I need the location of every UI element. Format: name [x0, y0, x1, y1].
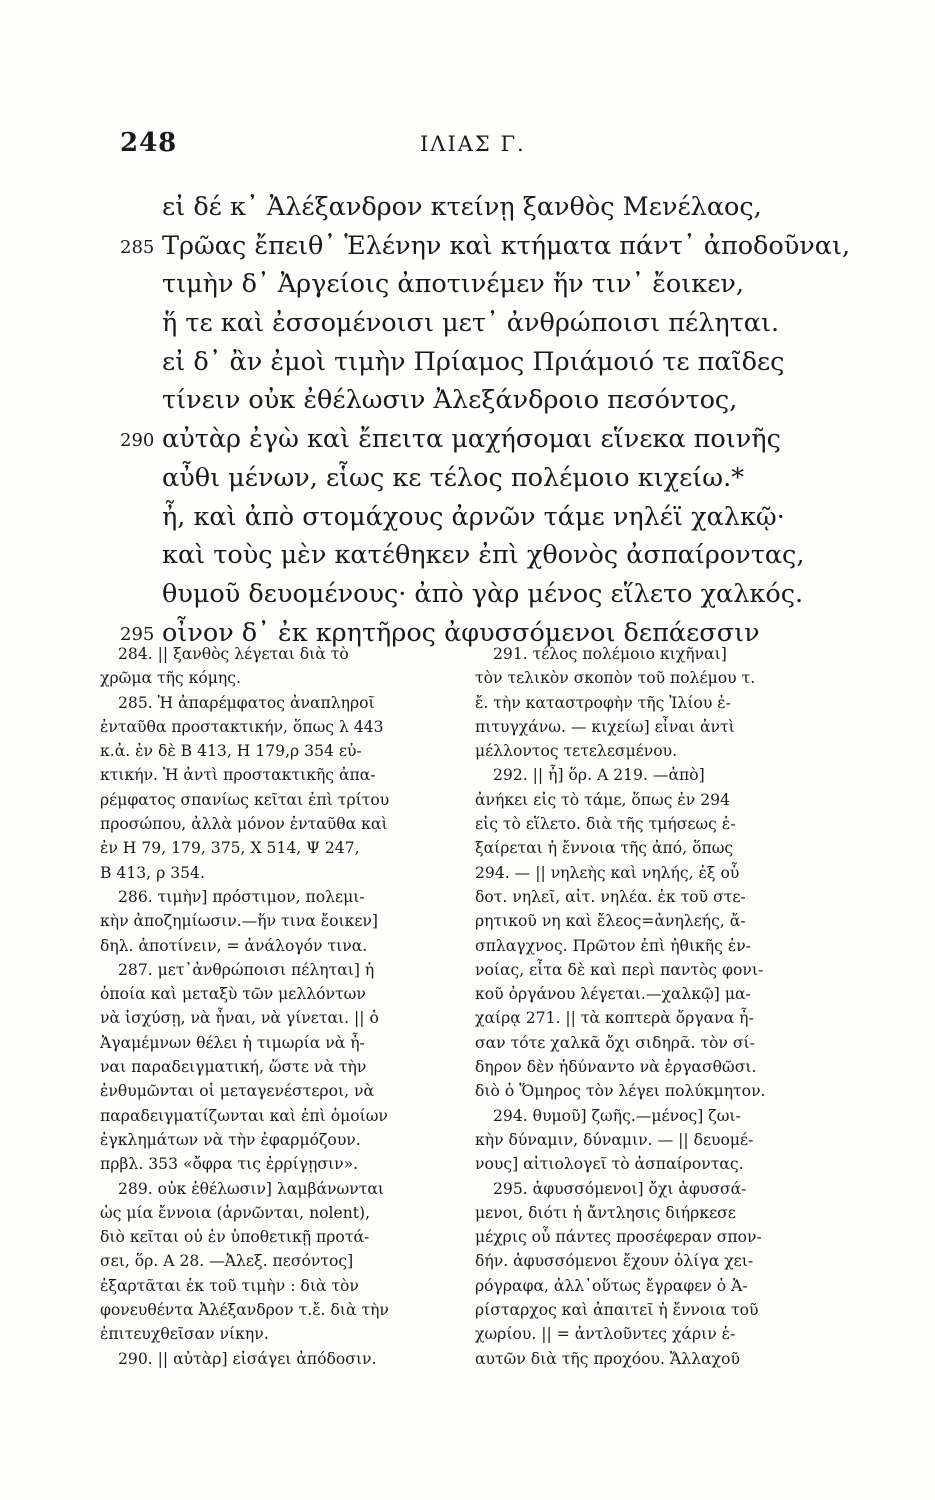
note-line: κὴν ἀποζημίωσιν.—ἥν τινα ἔοικεν]	[100, 912, 378, 931]
note-line: 294. θυμοῦ] ζωῆς.—μένος] ζωι-	[493, 1106, 741, 1125]
verse-line	[120, 536, 840, 575]
verse-text: εἰ δ᾿ ἂν ἐμοὶ τιμὴν Πρίαμος Πριάμοιό τε παῖδες	[162, 346, 785, 377]
verse-line	[120, 304, 840, 343]
verse-text: θυμοῦ δευομένους· ἀπὸ γὰρ μένος εἵλετο χαλκός.	[162, 578, 804, 609]
verse-line	[120, 498, 840, 537]
note-line: 289. οὐκ ἐθέλωσιν] λαμβάνωνται	[118, 1179, 384, 1198]
verse-number: 285	[120, 236, 155, 258]
verse-text: τιμὴν δ᾿ Ἀργείοις ἀποτινέμεν ἥν τιν᾿ ἔοικεν,	[162, 269, 745, 300]
note-line: νοίας, εἶτα δὲ καὶ περὶ παντὸς φονι-	[475, 960, 764, 979]
verse-text: οἶνον δ᾿ ἐκ κρητῆρος ἀφυσσόμενοι δεπάεσσιν	[162, 617, 760, 648]
notes-column-right	[475, 642, 820, 1371]
note-line: χρῶμα τῆς κόμης.	[100, 669, 241, 688]
note-line: δοτ. νηλεῖ, αἰτ. νηλέα. ἐκ τοῦ στε-	[475, 887, 746, 906]
running-title: ΙΛΙΑΣ Γ.	[420, 132, 526, 156]
commentary-notes	[100, 642, 835, 1382]
note-line: χαίρᾳ 271. || τὰ κοπτερὰ ὄργανα ἦ-	[475, 1009, 754, 1028]
verse-line	[120, 381, 840, 420]
verse-text: Τρῶας ἔπειθ᾿ Ἑλένην καὶ κτήματα πάντ᾿ ἀποδοῦναι,	[162, 230, 851, 261]
verse-text: τίνειν οὐκ ἐθέλωσιν Ἀλεξάνδροιο πεσόντος,	[162, 385, 738, 416]
note-line: φονευθέντα Ἀλέξανδρον τ.ἔ. διὰ τὴν	[100, 1301, 389, 1320]
verse-text: αὖθι μένων, εἷως κε τέλος πολέμοιο κιχείω.*	[162, 462, 744, 493]
note-line: διὸ κεῖται οὐ ἐν ὑποθετικῇ προτά-	[100, 1228, 370, 1247]
note-line: δήν. ἀφυσσόμενοι ἔχουν ὀλίγα χει-	[475, 1252, 754, 1271]
note-line: ἀνήκει εἰς τὸ τάμε, ὅπως ἐν 294	[475, 790, 730, 809]
note-line: εἰς τὸ εἵλετο. διὰ τῆς τμήσεως ἐ-	[475, 815, 736, 834]
verse-number: 290	[120, 430, 155, 452]
note-line: ὁποία καὶ μεταξὺ τῶν μελλόντων	[100, 985, 366, 1004]
note-line: ναι παραδειγματική, ὥστε νὰ τὴν	[100, 1058, 367, 1077]
note-line: μέχρις οὗ πάντες προσέφεραν σπον-	[475, 1228, 762, 1247]
note-line: ρέμφατος σπανίως κεῖται ἐπὶ τρίτου	[100, 790, 390, 809]
note-line: 286. τιμὴν] πρόστιμον, πολεμι-	[118, 887, 365, 906]
note-line: νὰ ἰσχύσῃ, νὰ ἦναι, νὰ γίνεται. || ὁ	[100, 1009, 379, 1028]
poem-text	[120, 188, 851, 652]
verse-text: ἦ, καὶ ἀπὸ στομάχους ἀρνῶν τάμε νηλέϊ χαλκῷ·	[162, 501, 785, 532]
note-line: πιτυγχάνω. — κιχείω] εἶναι ἀντὶ	[475, 717, 735, 736]
note-line: Β 413, ρ 354.	[100, 863, 205, 882]
note-line: νους] αἰτιολογεῖ τὸ ἀσπαίροντας.	[475, 1155, 744, 1174]
note-line: 287. μετ᾿ἀνθρώποισι πέληται] ἡ	[118, 960, 375, 979]
note-line: ρίσταρχος καὶ ἀπαιτεῖ ἡ ἔννοια τοῦ	[475, 1301, 759, 1320]
note-line: ἔ. τὴν καταστροφὴν τῆς Ἰλίου ἐ-	[475, 693, 731, 712]
note-line: ρητικοῦ νη καὶ ἔλεος=ἀνηλεής, ἄ-	[475, 912, 746, 931]
note-line: κτικήν. Ἡ ἀντὶ προστακτικῆς ἀπα-	[100, 766, 376, 785]
notes-column-left	[100, 642, 445, 1371]
note-line: κὴν δύναμιν, δύναμιν. — || δευομέ-	[475, 1130, 754, 1149]
note-line: ἐνταῦθα προστακτικήν, ὅπως λ 443	[100, 717, 384, 736]
verse-line	[120, 459, 840, 498]
note-line: ἐν Η 79, 179, 375, Χ 514, Ψ 247,	[100, 839, 360, 858]
note-line: χωρίου. || = ἀντλοῦντες χάριν ἑ-	[475, 1325, 736, 1344]
verse-line	[120, 188, 840, 227]
note-line: μέλλοντος τετελεσμένου.	[475, 742, 678, 761]
note-line: δηλ. ἀποτίνειν, = ἀνάλογόν τινα.	[100, 936, 368, 955]
note-line: 295. ἀφυσσόμενοι] ὄχι ἀφυσσά-	[493, 1179, 747, 1198]
note-line: ἐγκλημάτων νὰ τὴν ἐφαρμόζουν.	[100, 1130, 361, 1149]
note-line: 284. || ξανθὸς λέγεται διὰ τὸ	[118, 645, 349, 663]
note-line: προσώπου, ἀλλὰ μόνον ἐνταῦθα καὶ	[100, 815, 388, 834]
verse-text: ἥ τε καὶ ἐσσομένοισι μετ᾿ ἀνθρώποισι πέληται.	[162, 308, 780, 339]
verse-text: καὶ τοὺς μὲν κατέθηκεν ἐπὶ χθονὸς ἀσπαίροντας,	[162, 540, 805, 571]
verse-line	[120, 575, 840, 614]
note-line: ξαίρεται ἡ ἔννοια τῆς ἀπό, ὅπως	[475, 839, 734, 858]
page-header	[120, 128, 820, 164]
page-number: 248	[120, 128, 178, 158]
note-line: αυτῶν διὰ τῆς προχόου. Ἄλλαχοῦ	[475, 1349, 740, 1368]
note-line: Ἀγαμέμνων θέλει ἡ τιμωρία νὰ ἦ-	[100, 1033, 365, 1052]
note-line: κοῦ ὀργάνου λέγεται.—χαλκῷ] μα-	[475, 985, 751, 1004]
verse-line	[120, 265, 840, 304]
note-line: ἐξαρτᾶται ἐκ τοῦ τιμὴν : διὰ τὸν	[100, 1276, 359, 1295]
verse-line	[120, 227, 851, 266]
note-line: 294. — || νηλεὴς καὶ νηλής, ἐξ οὗ	[475, 863, 740, 882]
note-line: παραδειγματίζωνται καὶ ἐπὶ ὁμοίων	[100, 1106, 388, 1125]
note-line: δηρον δὲν ἠδύναντο νὰ ἐργασθῶσι.	[475, 1058, 757, 1077]
note-line: 290. || αὐτὰρ] εἰσάγει ἀπόδοσιν.	[118, 1349, 377, 1368]
note-line: 291. τέλος πολέμοιο κιχῆναι]	[493, 645, 727, 663]
note-line: σει, ὅρ. Α 28. —Ἀλεξ. πεσόντος]	[100, 1252, 354, 1271]
note-line: μενοι, διότι ἡ ἄντλησις διήρκεσε	[475, 1203, 736, 1222]
verse-text: αὐτὰρ ἐγὼ καὶ ἔπειτα μαχήσομαι εἵνεκα ποινῆς	[162, 424, 781, 455]
note-line: 285. Ἡ ἀπαρέμφατος ἀναπληροῖ	[118, 693, 375, 712]
verse-text: εἰ δέ κ᾿ Ἀλέξανδρον κτείνῃ ξανθὸς Μενέλαος,	[162, 192, 762, 222]
verse-line	[120, 420, 840, 459]
note-line: ὡς μία ἔννοια (ἀρνῶνται, nolent),	[100, 1203, 371, 1222]
note-line: 292. || ἦ] ὅρ. Α 219. —ἀπὸ]	[493, 766, 705, 785]
note-line: τὸν τελικὸν σκοπὸν τοῦ πολέμου τ.	[475, 669, 756, 688]
note-line: ἐνθυμῶνται οἱ μεταγενέστεροι, νὰ	[100, 1082, 375, 1101]
verse-line	[120, 343, 840, 382]
verse-number: 295	[120, 623, 155, 645]
note-line: διὸ ὁ Ὅμηρος τὸν λέγει πολύκμητον.	[475, 1082, 766, 1101]
note-line: ρόγραφα, ἀλλ᾿οὕτως ἔγραφεν ὁ Ἀ-	[475, 1276, 748, 1295]
note-line: κ.ἀ. ἐν δὲ Β 413, Η 179,ρ 354 εὐ-	[100, 742, 362, 761]
note-line: ἐπιτευχθεῖσαν νίκην.	[100, 1325, 269, 1344]
note-line: πρβλ. 353 «ὄφρα τις ἐρρίγῃσιν».	[100, 1155, 359, 1174]
note-line: σαν τότε χαλκᾶ ὄχι σιδηρᾶ. τὸν σί-	[475, 1033, 755, 1052]
note-line: σπλαγχνος. Πρῶτον ἐπὶ ἠθικῆς ἐν-	[475, 936, 751, 955]
